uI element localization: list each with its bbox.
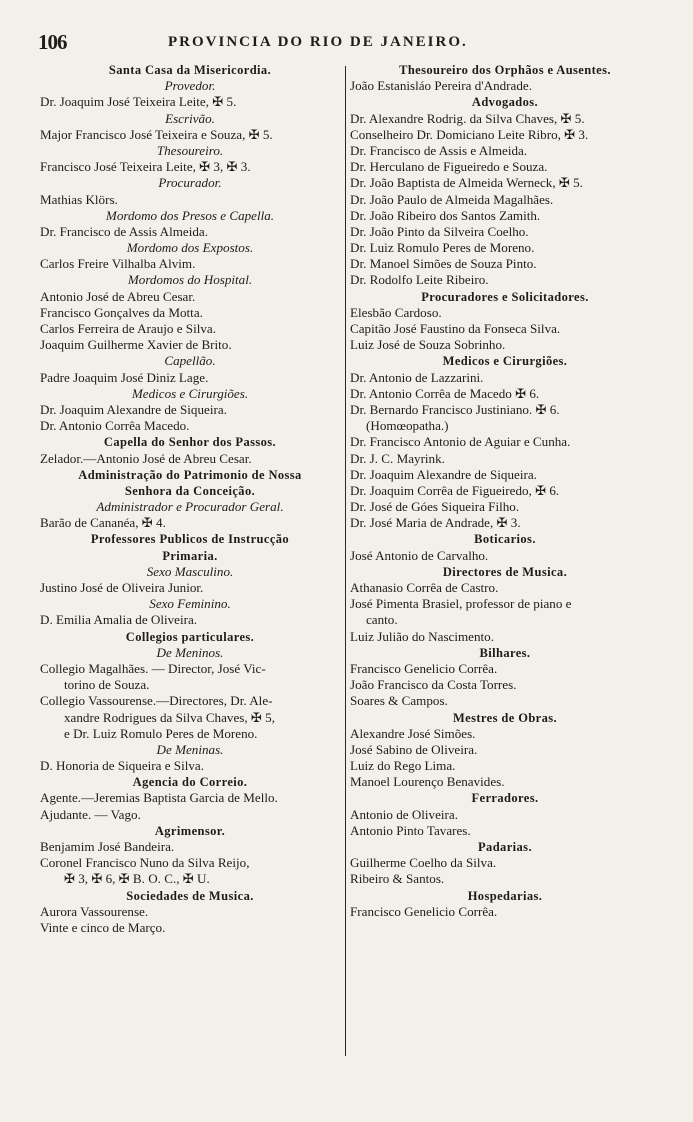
entry-line: Francisco Genelicio Corrêa. xyxy=(350,660,498,676)
entry-line: Dr. Rodolfo Leite Ribeiro. xyxy=(350,272,489,288)
entry-line: Joaquim Guilherme Xavier de Brito. xyxy=(40,337,232,353)
entry-line: João Francisco da Costa Torres. xyxy=(350,677,517,693)
section-heading: Boticarios. xyxy=(474,532,536,547)
role-subheading: Administrador e Procurador Geral. xyxy=(96,499,284,515)
role-subheading: Medicos e Cirurgiões. xyxy=(131,385,249,401)
section-heading: Ferradores. xyxy=(471,791,539,806)
entry-line: Antonio de Oliveira. xyxy=(350,806,458,822)
entry-line: Dr. Antonio de Lazzarini. xyxy=(350,369,484,385)
section-heading: Medicos e Cirurgiões. xyxy=(442,354,568,369)
section-heading: Hospedarias. xyxy=(467,888,543,903)
entry-line: Dr. Joaquim Alexandre de Siqueira. xyxy=(40,401,227,417)
entry-line: Aurora Vassourense. xyxy=(40,903,149,919)
entry-line: Dr. Francisco Antonio de Aguiar e Cunha. xyxy=(350,434,571,450)
entry-line: Ajudante. — Vago. xyxy=(40,806,141,822)
role-subheading: Mordomos do Hospital. xyxy=(127,272,253,288)
entry-line: Dr. João Paulo de Almeida Magalhães. xyxy=(350,191,554,207)
entry-line: Mathias Klörs. xyxy=(40,191,118,207)
role-subheading: canto. xyxy=(366,612,398,628)
entry-line: Francisco Genelicio Corrêa. xyxy=(350,903,498,919)
role-subheading: Sexo Masculino. xyxy=(146,563,234,579)
section-heading: Santa Casa da Misericordia. xyxy=(108,63,272,77)
section-heading: Advogados. xyxy=(471,95,539,110)
entry-line: Dr. João Ribeiro dos Santos Zamith. xyxy=(350,207,541,223)
entry-line: Dr. Joaquim Alexandre de Siqueira. xyxy=(350,466,537,482)
entry-line: Dr. Alexandre Rodrig. da Silva Chaves, ✠ 5. xyxy=(350,110,585,126)
entry-line: ✠ 3, ✠ 6, ✠ B. O. C., ✠ U. xyxy=(64,871,210,887)
entry-line: Capitão José Faustino da Fonseca Silva. xyxy=(350,321,561,336)
entry-line: Antonio José de Abreu Cesar. xyxy=(40,288,196,304)
role-subheading: Sexo Feminino. xyxy=(149,596,231,612)
entry-line: Dr. Manoel Simões de Souza Pinto. xyxy=(350,256,537,272)
left-column xyxy=(40,62,340,936)
entry-line: Guilherme Coelho da Silva. xyxy=(350,855,497,871)
entry-line: Dr. Joaquim Corrêa de Figueiredo, ✠ 6. xyxy=(350,482,560,498)
role-subheading: Thesoureiro. xyxy=(156,142,224,158)
role-subheading: Escrivão. xyxy=(165,110,215,126)
entry-line: Dr. Joaquim José Teixeira Leite, ✠ 5. xyxy=(40,94,237,110)
role-subheading: (Homœopatha.) xyxy=(366,418,449,434)
entry-line: Dr. Luiz Romulo Peres de Moreno. xyxy=(350,240,535,256)
entry-line: Francisco Gonçalves da Motta. xyxy=(40,304,203,320)
entry-line: Zelador.—Antonio José de Abreu Cesar. xyxy=(40,450,252,466)
entry-line: Antonio Pinto Tavares. xyxy=(350,822,471,838)
entry-line: Dr. J. C. Mayrink. xyxy=(350,450,445,466)
section-heading: Padarias. xyxy=(478,840,532,854)
entry-line: Dr. Francisco de Assis Almeida. xyxy=(40,223,209,239)
entry-line: João Estanisláo Pereira d'Andrade. xyxy=(350,78,532,94)
entry-line: Manoel Lourenço Benavides. xyxy=(350,774,505,790)
entry-line: Justino José de Oliveira Junior. xyxy=(40,580,204,595)
entry-line: Elesbão Cardoso. xyxy=(350,304,442,320)
entry-line: Dr. Herculano de Figueiredo e Souza. xyxy=(350,159,548,175)
entry-line: Soares & Campos. xyxy=(350,693,448,709)
role-subheading: De Meninos. xyxy=(156,644,224,660)
entry-line: Luiz Julião do Nascimento. xyxy=(350,628,494,644)
entry-line: José Sabino de Oliveira. xyxy=(350,741,478,757)
entry-line: Barão de Cananéa, ✠ 4. xyxy=(40,515,166,531)
entry-line: Padre Joaquim José Diniz Lage. xyxy=(40,369,209,385)
entry-line: e Dr. Luiz Romulo Peres de Moreno. xyxy=(64,725,258,741)
role-subheading: Capellão. xyxy=(164,353,216,369)
entry-line: Dr. Antonio Corrêa de Macedo ✠ 6. xyxy=(350,385,540,401)
role-subheading: Mordomo dos Expostos. xyxy=(126,240,254,256)
entry-line: Dr. José Maria de Andrade, ✠ 3. xyxy=(350,515,521,531)
section-heading: Agrimensor. xyxy=(154,823,226,838)
entry-line: Luiz do Rego Lima. xyxy=(350,758,456,774)
section-heading: Capella do Senhor dos Passos. xyxy=(103,435,277,450)
entry-line: Carlos Freire Vilhalba Alvim. xyxy=(40,256,196,272)
entry-line: Agente.—Jeremias Baptista Garcia de Mello. xyxy=(40,790,278,806)
section-heading: Professores Publicos de Instrucção xyxy=(90,532,290,547)
entry-line: D. Honoria de Siqueira e Silva. xyxy=(40,758,204,774)
entry-line: Collegio Magalhães. — Director, José Vic- xyxy=(40,660,266,676)
entry-line: Major Francisco José Teixeira e Souza, ✠ 5. xyxy=(40,126,273,142)
entry-line: Dr. José de Góes Siqueira Filho. xyxy=(350,499,520,515)
entry-line: Coronel Francisco Nuno da Silva Reijo, xyxy=(40,855,250,871)
entry-line: Conselheiro Dr. Domiciano Leite Ribro, ✠ 3. xyxy=(350,126,589,142)
entry-line: Dr. Antonio Corrêa Macedo. xyxy=(40,418,190,434)
role-subheading: Mordomo dos Presos e Capella. xyxy=(105,207,275,223)
section-heading: Bilhares. xyxy=(479,645,531,660)
role-subheading: Procurador. xyxy=(158,175,222,191)
entry-line: Alexandre José Simões. xyxy=(350,725,476,741)
entry-line: Dr. Francisco de Assis e Almeida. xyxy=(350,142,528,158)
section-heading: Collegios particulares. xyxy=(125,629,255,644)
section-heading: Administração do Patrimonio de Nossa xyxy=(78,467,302,482)
entry-line: Dr. Bernardo Francisco Justiniano. ✠ 6. xyxy=(350,401,560,417)
entry-line: Dr. João Pinto da Silveira Coelho. xyxy=(350,223,529,239)
section-heading: Procuradores e Solicitadores. xyxy=(421,289,589,304)
entry-line: Luiz José de Souza Sobrinho. xyxy=(350,337,506,353)
role-subheading: Provedor. xyxy=(164,78,216,94)
entry-line: Ribeiro & Santos. xyxy=(350,871,445,887)
section-heading: Agencia do Correio. xyxy=(132,775,248,790)
section-heading: Primaria. xyxy=(162,548,218,563)
entry-line: D. Emilia Amalia de Oliveira. xyxy=(40,612,198,628)
running-title: PROVINCIA DO RIO DE JANEIRO. xyxy=(168,34,468,50)
column-divider xyxy=(345,66,346,1056)
page-number: 106 xyxy=(38,30,67,54)
entry-line: torino de Souza. xyxy=(64,677,150,693)
entry-line: Carlos Ferreira de Araujo e Silva. xyxy=(40,321,216,336)
section-heading: Sociedades de Musica. xyxy=(126,888,254,903)
entry-line: Dr. João Baptista de Almeida Werneck, ✠ 5. xyxy=(350,175,583,191)
right-column xyxy=(350,62,660,920)
entry-line: Collegio Vassourense.—Directores, Dr. Ale- xyxy=(40,693,273,709)
section-heading: Directores de Musica. xyxy=(442,564,568,579)
entry-line: xandre Rodrigues da Silva Chaves, ✠ 5, xyxy=(64,709,275,725)
entry-line: Francisco José Teixeira Leite, ✠ 3, ✠ 3. xyxy=(40,159,251,175)
entry-line: José Antonio de Carvalho. xyxy=(350,547,489,563)
section-heading: Thesoureiro dos Orphãos e Ausentes. xyxy=(399,63,611,77)
entry-line: José Pimenta Brasiel, professor de piano e xyxy=(350,596,572,612)
page-header xyxy=(38,30,670,52)
section-heading: Senhora da Conceição. xyxy=(124,483,256,498)
section-heading: Mestres de Obras. xyxy=(452,710,558,725)
entry-line: Benjamim José Bandeira. xyxy=(40,839,175,854)
entry-line: Athanasio Corrêa de Castro. xyxy=(350,580,499,595)
role-subheading: De Meninas. xyxy=(156,741,224,757)
entry-line: Vinte e cinco de Março. xyxy=(40,919,166,935)
